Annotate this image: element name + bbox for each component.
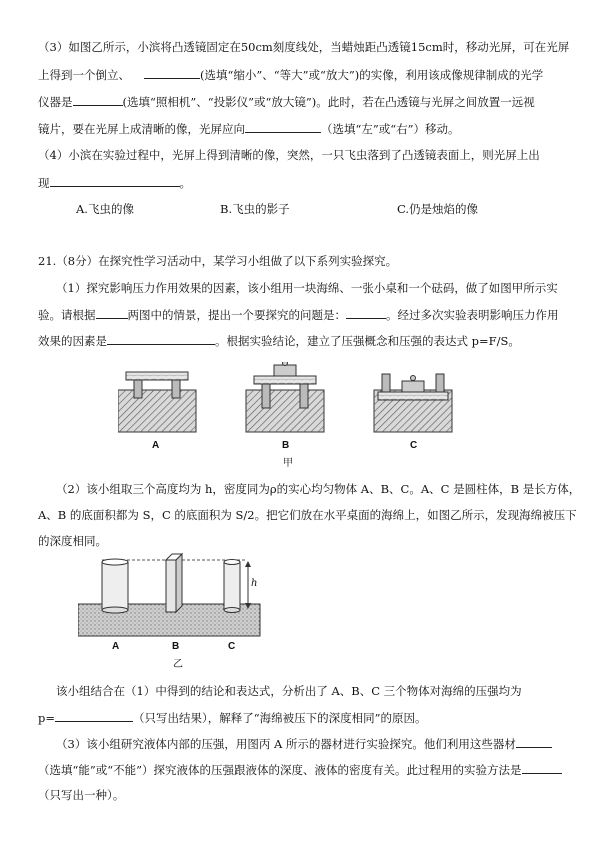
q21-p3-line2-text: （选填“能”或“不能”）探究液体的压强跟液体的深度、液体的密度有关。此过程用的实验方法是 <box>38 763 522 777</box>
q21-p3-line1-text: （3）该小组研究液体内部的压强，用图丙 A 所示的器材进行实验探究。他们利用这些器材 <box>56 737 516 751</box>
figure-jia-label-b: B <box>282 440 290 451</box>
height-label: h <box>251 578 258 589</box>
figure-jia-caption: 甲 <box>283 458 293 469</box>
answer-blank[interactable] <box>516 736 552 748</box>
figure-jia <box>118 362 458 436</box>
q20-4-line1: （4）小滨在实验过程中，光屏上得到清晰的像，突然，一只飞虫落到了凸透镜表面上，则光屏上出 <box>38 148 540 162</box>
q21-p2-line5-text-a: p= <box>38 711 55 725</box>
option-c[interactable]: C.仍是烛焰的像 <box>397 202 479 216</box>
q20-3-line2-text-b: (选填“缩小”、“等大”或“放大”)的实像，利用该成像规律制成的光学 <box>200 68 544 82</box>
q21-p2-line3: 的深度相同。 <box>38 534 107 548</box>
q21-p2-line5 <box>38 710 427 725</box>
option-a[interactable]: A.飞虫的像 <box>76 202 134 216</box>
cylinder-c <box>224 560 240 613</box>
figure-yi <box>78 552 268 640</box>
answer-blank[interactable] <box>96 307 128 319</box>
answer-blank[interactable] <box>73 94 123 106</box>
inverted-table-on-sponge-c <box>374 374 452 432</box>
cylinder-a <box>102 559 128 613</box>
answer-blank[interactable] <box>522 762 562 774</box>
q21-p2-line2: A、B 的底面积都为 S，C 的底面积为 S/2。把它们放在水平桌面的海绵上，如图乙所示，发现海绵被压下 <box>38 508 577 522</box>
q20-4-line2-text-a: 现 <box>38 176 50 190</box>
q21-p1-line3 <box>38 333 520 348</box>
answer-blank[interactable] <box>107 333 215 345</box>
cuboid-b <box>166 554 182 612</box>
figure-yi-label-b: B <box>172 641 180 652</box>
q21-p1-line1: （1）探究影响压力作用效果的因素，该小组用一块海绵、一张小桌和一个砝码，做了如图甲所示实 <box>56 281 558 295</box>
figure-jia-label-a: A <box>152 440 160 451</box>
q20-3-line4-text-b: （选填“左”或“右”）移动。 <box>321 122 460 136</box>
q21-p1-line3-text-a: 效果的因素是 <box>38 334 107 348</box>
q21-p3-line2 <box>38 762 562 777</box>
answer-blank[interactable] <box>144 67 200 79</box>
answer-blank[interactable] <box>55 710 133 722</box>
q20-3-line2 <box>38 67 543 82</box>
q21-p3-line1 <box>56 736 552 751</box>
q21-p2-line4: 该小组结合在（1）中得到的结论和表达式，分析出了 A、B、C 三个物体对海绵的压强均为 <box>56 684 522 698</box>
q21-heading: 21.（8分）在探究性学习活动中，某学习小组做了以下系列实验探究。 <box>38 254 398 268</box>
q20-4-line2-text-b: 。 <box>179 176 191 190</box>
table-with-weight-on-sponge-b <box>246 362 324 432</box>
q20-3-line1: （3）如图乙所示，小滨将凸透镜固定在50cm刻度线处，当蜡烛距凸透镜15cm时，移动光屏，可在光屏 <box>38 40 570 54</box>
figure-yi-label-c: C <box>228 641 236 652</box>
q21-p1-line2 <box>38 307 559 322</box>
q21-p2-line5-text-b: （只写出结果），解释了“海绵被压下的深度相同”的原因。 <box>133 711 427 725</box>
answer-blank[interactable] <box>245 121 321 133</box>
answer-blank[interactable] <box>50 175 180 187</box>
figure-jia-label-c: C <box>410 440 418 451</box>
q21-p1-line3-text-b: 。根据实验结论，建立了压强概念和压强的表达式 p=F/S。 <box>215 334 520 348</box>
q21-p1-line2-text-c: 。经过多次实验表明影响压力作用 <box>386 308 559 322</box>
q20-3-line3 <box>38 94 535 109</box>
q20-3-line4 <box>38 121 460 136</box>
q20-3-line4-text-a: 镜片，要在光屏上成清晰的像，光屏应向 <box>38 122 245 136</box>
option-b[interactable]: B.飞虫的影子 <box>220 202 290 216</box>
q21-p1-line2-text-b: 两图中的情景，提出一个要探究的问题是： <box>127 308 346 322</box>
answer-blank[interactable] <box>346 307 386 319</box>
figure-yi-label-a: A <box>112 641 120 652</box>
figure-yi-caption: 乙 <box>173 659 183 670</box>
q21-p2-line1: （2）该小组取三个高度均为 h，密度同为ρ的实心均匀物体 A、B、C。A、C 是圆柱体，B 是长方体， <box>56 482 581 496</box>
q20-3-line2-text-a: 上得到一个倒立、 <box>38 68 130 82</box>
q20-3-line3-text-b: (选填“照相机”、“投影仪”或“放大镜”)。此时，若在凸透镜与光屏之间放置一远视 <box>122 95 535 109</box>
q21-p1-line2-text-a: 验。请根据 <box>38 308 96 322</box>
q20-4-line2 <box>38 175 191 190</box>
q21-p3-line3: （只写出一种）。 <box>38 788 125 802</box>
table-on-sponge-a <box>118 372 196 432</box>
q20-3-line3-text-a: 仪器是 <box>38 95 73 109</box>
